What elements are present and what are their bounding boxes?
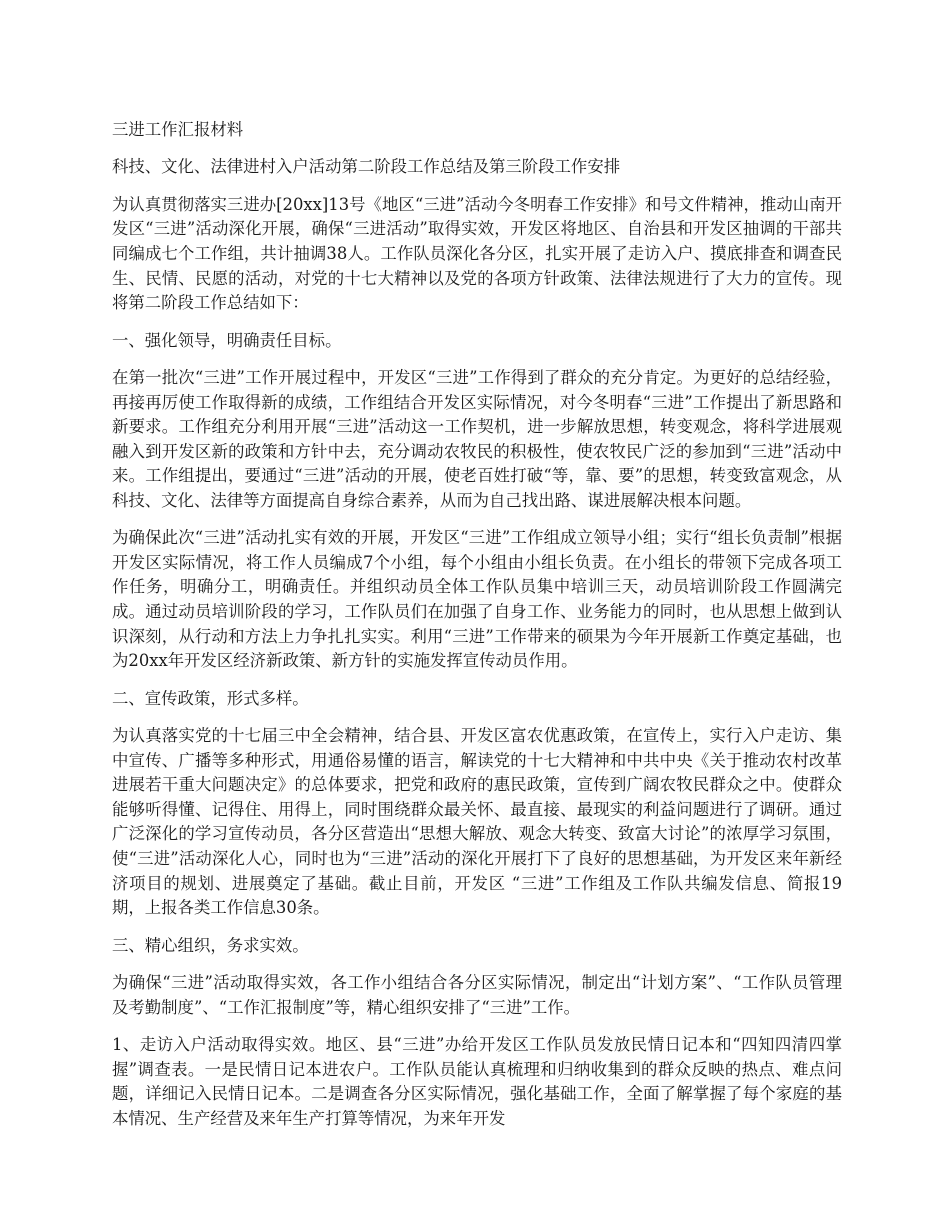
section-heading-1: 一、强化领导，明确责任目标。 <box>112 330 342 350</box>
paragraph-1a: 在第一批次“三进”工作开展过程中，开发区“三进”工作得到了群众的充分肯定。为更好的总结经验，再接再厉使工作取得新的成绩，工作组结合开发区实际情况，对今冬明春“三进”工作提出了新思路和新要求。工作组充分利用开展“三进”活动这一工作契机，进一步解放思想，转变观念，将科学进展观融入到开发区新的政策和方针中去，充分调动农牧民的积极性，使农牧民广泛的参加到“三进”活动中来。工作组提出，要通过“三进”活动的开展，使老百姓打破“等，靠、要”的思想，转变致富观念，从科技、文化、法律等方面提高自身综合素养，从而为自己找出路、谋进展解决根本问题。 <box>112 367 842 510</box>
paragraph-3a: 为确保“三进”活动取得实效，各工作小组结合各分区实际情况，制定出“计划方案”、“工作队员管理及考勤制度”、“工作汇报制度”等，精心组织安排了“三进”工作。 <box>112 972 842 1017</box>
document-title: 三进工作汇报材料 <box>112 120 244 139</box>
section-heading-3: 三、精心组织，务求实效。 <box>112 935 309 955</box>
document-page <box>112 118 842 1144</box>
paragraph-1b: 为确保此次“三进”活动扎实有效的开展，开发区“三进”工作组成立领导小组；实行“组长负责制”根据开发区实际情况，将工作人员编成7个小组，每个小组由小组长负责。在小组长的带领下完成各项工作任务，明确分工，明确责任。并组织动员全体工作队员集中培训三天，动员培训阶段工作圆满完成。通过动员培训阶段的学习，工作队员们在加强了自身工作、业务能力的同时，也从思想上做到认识深刻，从行动和方法上力争扎扎实实。利用“三进”工作带来的硕果为今年开展新工作奠定基础，也为20xx年开发区经济新政策、新方针的实施发挥宣传动员作用。 <box>112 528 842 671</box>
document-subtitle: 科技、文化、法律进村入户活动第二阶段工作总结及第三阶段工作安排 <box>112 157 621 177</box>
paragraph-intro: 为认真贯彻落实三进办[20xx]13号《地区“三进”活动今冬明春工作安排》和号文件精神，推动山南开发区“三进”活动深化开展，确保“三进活动”取得实效，开发区将地区、自治县和开发区抽调的干部共同编成七个工作组，共计抽调38人。工作队员深化各分区，扎实开展了走访入户、摸底排查和调查民生、民情、民愿的活动，对党的十七大精神以及党的各项方针政策、法律法规进行了大力的宣传。现将第二阶段工作总结如下： <box>112 194 842 313</box>
paragraph-3b: 1、走访入户活动取得实效。地区、县“三进”办给开发区工作队员发放民情日记本和“四知四清四掌握”调查表。一是民情日记本进农户。工作队员能认真梳理和归纳收集到的群众反映的热点、难点问题，详细记入民情日记本。二是调查各分区实际情况，强化基础工作，全面了解掌握了每个家庭的基本情况、生产经营及来年生产打算等情况，为来年开发 <box>112 1034 842 1128</box>
section-heading-2: 二、宣传政策，形式多样。 <box>112 688 309 708</box>
paragraph-2a: 为认真落实党的十七届三中全会精神，结合县、开发区富农优惠政策，在宣传上，实行入户走访、集中宣传、广播等多种形式，用通俗易懂的语言，解读党的十七大精神和中共中央《关于推动农村改革进展若干重大问题决定》的总体要求，把党和政府的惠民政策，宣传到广阔农牧民群众之中。使群众能够听得懂、记得住、用得上，同时围绕群众最关怀、最直接、最现实的利益问题进行了调研。通过广泛深化的学习宣传动员，各分区营造出“思想大解放、观念大转变、致富大讨论”的浓厚学习氛围，使“三进”活动深化人心，同时也为“三进”活动的深化开展打下了良好的思想基础，为开发区来年新经济项目的规划、进展奠定了基础。截止目前，开发区 “三进”工作组及工作队共编发信息、简报19期，上报各类工作信息30条。 <box>112 726 842 918</box>
